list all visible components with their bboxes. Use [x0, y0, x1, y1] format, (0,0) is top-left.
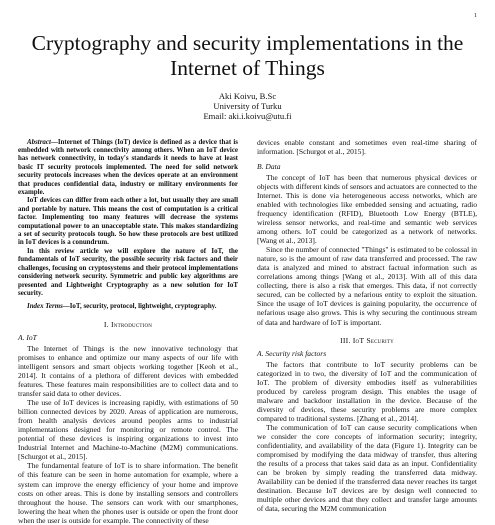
- abstract-label: Abstract: [27, 137, 51, 146]
- index-terms-label: Index Terms: [27, 302, 63, 311]
- intro-paragraph-3: The fundamental feature of IoT is to share information. The benefit of this feature can be seen in home automation for example, where a system can improve the energy efficiency of your home and improve costs on other areas. This is done by installing sensors and controllers throughout the house. The sensors can work with our smartphones, lowering the heat when the phones user is outside or open the front door when the user is outside for example. The connectivity of these: [18, 461, 238, 525]
- author-affiliation: University of Turku: [213, 101, 282, 112]
- right-column: [257, 138, 477, 525]
- subsection-heading-security-risk-factors: A. Security risk factors: [257, 348, 327, 358]
- two-column-body: [18, 138, 477, 525]
- data-paragraph-2: Since the number of connected "Things" is estimated to be colossal in nature, so is the amount of raw data transferred and processed. The raw data is analyzed and mined to abstract factual information such as correlations among things [Wang et al., 2013]. With all of this data collecting, there is also a risk that emerges. This data, if not correctly secured, can be collected by a nefarious entity to exploit the situation. Since the usage of IoT devices is gaining popularity, the occurrence of nefarious usage also grows. This is why securing the continuous stream of data and hardware of IoT is important.: [257, 245, 477, 327]
- left-column: [18, 138, 238, 525]
- paper-title: Cryptography and security implementations in the Internet of Things: [31, 31, 464, 80]
- abstract-text: —Internet of Things (IoT) device is defined as a device that is embedded with network connectivity among others. When an IoT device has network connectivity, in today's standards it needs to have at least basic IT security protocols implemented. The need for solid network security protocols increases when the devices operate at an environment that produces confidential data, industry or military environments for example.: [18, 137, 238, 197]
- intro-paragraph-2: The use of IoT devices is increasing rapidly, with estimations of 50 billion connected devices by 2020. Areas of application are numerous, from health analysis devices around peoples arms to industrial implementations designed for monitoring or remote control. The potential of these devices is inspiring organizations to invest into Industrial Internet and Machine-to-Machine (M2M) communications. [Schurgot et al., 2015].: [18, 398, 238, 462]
- risk-paragraph-1: The factors that contribute to IoT security problems can be categorized in to two, the diversity of IoT and the communication of IoT. The problem of diversity embodies itself as vulnerabilities produced by careless program design. This enables the usage of malware and backdoor installation in the device. Because of the diversity of devices, these security problems are more complex compared to traditional systems. [Zhang et al., 2014].: [257, 359, 477, 423]
- subsection-heading-iot: A. IoT: [18, 332, 37, 342]
- abstract-paragraph-1: [18, 138, 238, 197]
- author-name: Aki Koivu, B.Sc: [218, 91, 277, 101]
- subsection-heading-data: B. Data: [257, 161, 281, 171]
- intro-paragraph-1: The Internet of Things is the new innovative technology that promises to enhance and optimize our many aspects of our life with intelligent sensors and smart objects working together [Keoh et al., 2014]. It contains of a plethora of different devices with embedded features. These features main responsibilities are to collect data and to transfer said data to other devices.: [18, 343, 238, 399]
- abstract: [18, 138, 238, 298]
- risk-paragraph-2: The communication of IoT can cause security complications when we consider the core concepts of information security; integrity, confidentiality, and availability of the data (Figure 1). Integrity can be compromised by modifying the data midway of transfer, thus altering the results of a process that takes said data as an input. Confidentiality can be broken by simply reading the transferred data midway. Availability can be denied if the transferred data never reaches its target destination. Because IoT devices are by design well connected to multiple other devices and that they collect and transfer large amounts of data, securing the M2M communication: [257, 422, 477, 514]
- page-number: 1: [474, 13, 477, 19]
- section-heading-iot-security: III. IoT Security: [340, 335, 394, 345]
- data-paragraph-1: The concept of IoT has been that numerous physical devices or objects with different kinds of sensors and actuators are connected to the Internet. This is done via heterogeneous access networks, which are enabled with technologies like embedded sensing and actuating, radio frequency identification (RFID), Bluetooth Low Energy (BTLE), wireless sensor networks, and real-time and semantic web services among others. IoT could be categorized as a network of networks. [Wang et al., 2013].: [257, 172, 477, 246]
- author-block: [18, 91, 477, 122]
- abstract-paragraph-2: IoT devices can differ from each other a lot, but usually they are small and portable by nature. This means the cost of computation is a critical factor. Implementing too many features will decrease the systems computational power to an unacceptable state. This makes standardizing a set of security protocols tough. So how these protocols are best utilized in IoT devices is a conundrum.: [18, 196, 238, 247]
- index-terms-text: —IoT, security, protocol, lightweight, cryptography.: [62, 302, 217, 311]
- abstract-paragraph-3: In this review article we will explore the nature of IoT, the fundamentals of IoT security, the possible security risk factors and their challenges, focusing on cryptosystems and their protocol implementations considering network security. Symmetric and public key algorithms are presented and Lightweight Cryptography as a new solution for IoT security.: [18, 246, 238, 297]
- section-heading-introduction: I. Introduction: [103, 319, 153, 329]
- continued-paragraph: devices enable constant and sometimes even real-time sharing of information. [Schurgot et al., 2015].: [257, 137, 477, 156]
- index-terms: [18, 302, 238, 310]
- author-email: Email: aki.i.koivu@utu.fi: [203, 111, 292, 122]
